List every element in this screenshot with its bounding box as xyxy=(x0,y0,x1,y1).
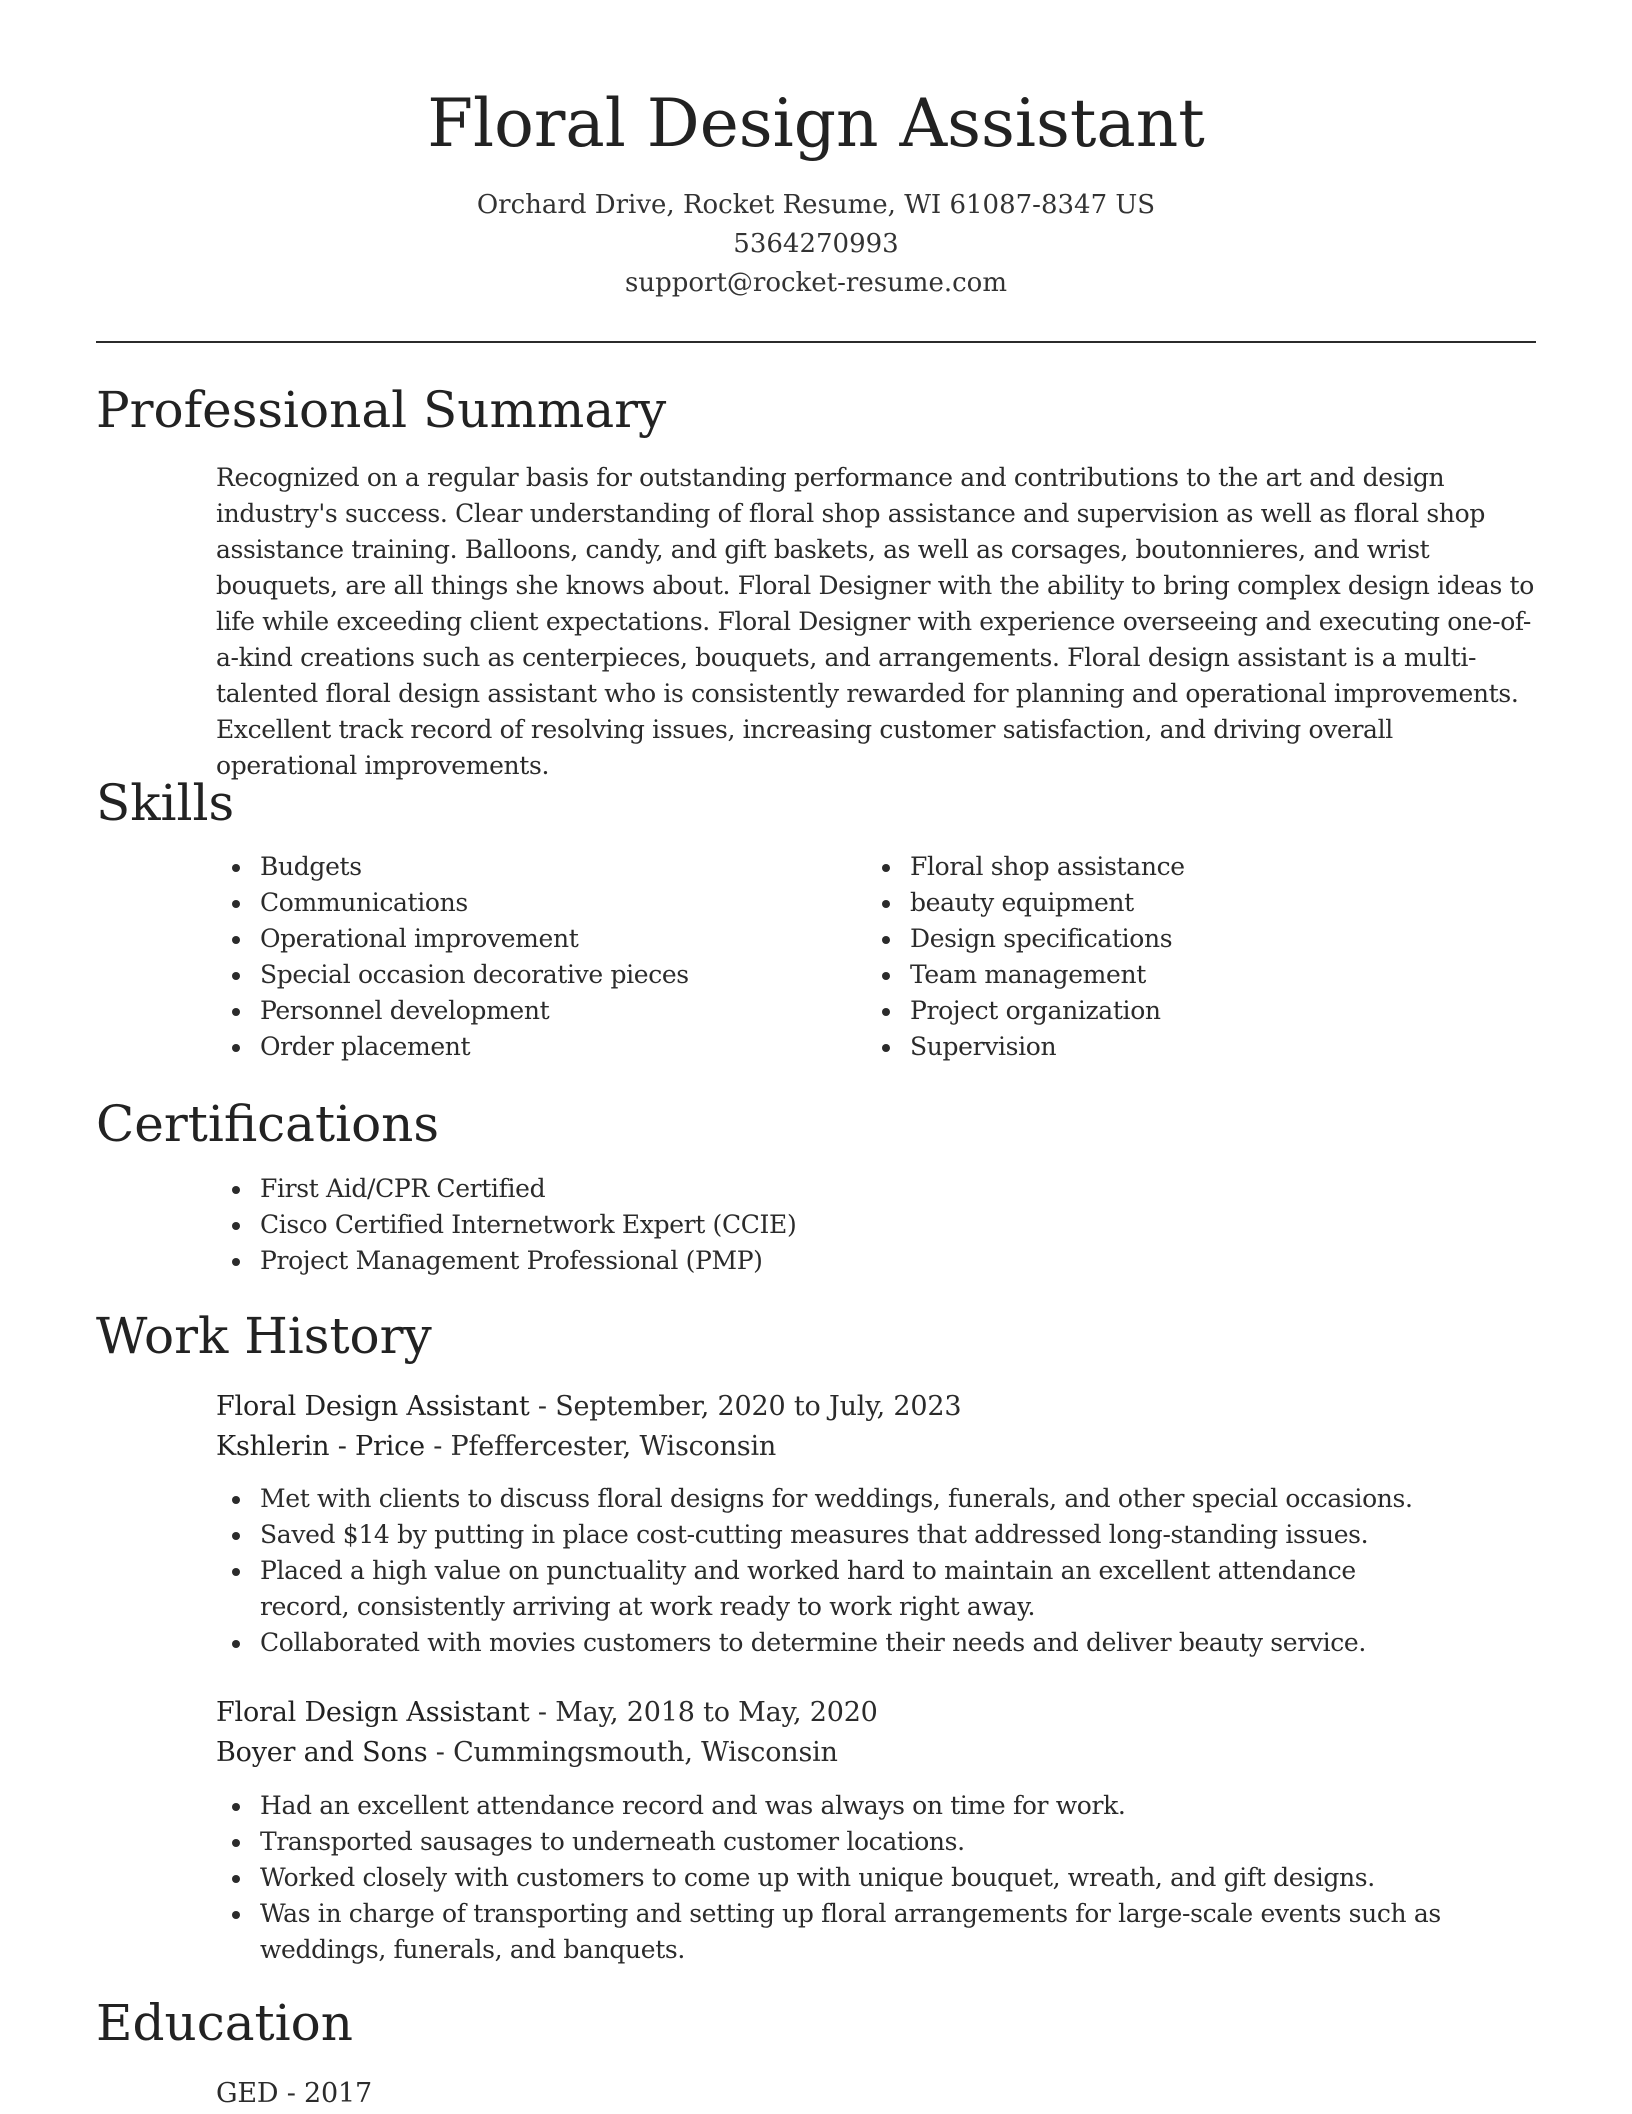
job-bullet: Collaborated with movies customers to determine their needs and deliver beauty service. xyxy=(216,1625,1538,1661)
job-bullet: Had an excellent attendance record and was always on time for work. xyxy=(216,1788,1538,1824)
job-title: Floral Design Assistant xyxy=(216,1697,530,1728)
skill-item: Special occasion decorative pieces xyxy=(216,957,816,993)
skill-item: Order placement xyxy=(216,1029,816,1065)
certification-item: Project Management Professional (PMP) xyxy=(216,1243,1516,1279)
job-bullet: Transported sausages to underneath customer locations. xyxy=(216,1824,1538,1860)
job-company: Kshlerin - Price xyxy=(216,1431,425,1462)
job-bullet: Saved $14 by putting in place cost-cutting measures that addressed long-standing issues. xyxy=(216,1517,1538,1553)
contact-email: support@rocket-resume.com xyxy=(624,268,1007,298)
job-dates: - May, 2018 to May, 2020 xyxy=(529,1697,878,1728)
job-bullet: Worked closely with customers to come up with unique bouquet, wreath, and gift designs. xyxy=(216,1860,1538,1896)
skill-item: Floral shop assistance xyxy=(866,849,1466,885)
education-entry xyxy=(216,2074,372,2114)
skill-item: Personnel development xyxy=(216,993,816,1029)
contact-info xyxy=(96,186,1536,303)
job-company: Boyer and Sons xyxy=(216,1737,428,1768)
job-2-bullets xyxy=(216,1788,1538,1968)
certifications-list xyxy=(216,1171,1516,1279)
skills-list-left xyxy=(216,849,816,1065)
skills-heading: Skills xyxy=(96,774,235,832)
job-2-employer xyxy=(216,1733,838,1773)
skills-list-right xyxy=(866,849,1466,1065)
certification-item: First Aid/CPR Certified xyxy=(216,1171,1516,1207)
job-bullet: Placed a high value on punctuality and worked hard to maintain an excellent attendance record, consistently arriving at work ready to work right away. xyxy=(216,1553,1538,1625)
job-location: - Cummingsmouth, Wisconsin xyxy=(427,1737,838,1768)
contact-address: Orchard Drive, Rocket Resume, WI 61087-8347 US xyxy=(476,190,1156,220)
summary-text: Recognized on a regular basis for outstanding performance and contributions to the art and design industry's success. Clear understanding of floral shop assistance and supervision as well as floral shop assistance training. Balloons, candy, and gift baskets, as well as corsages, boutonnieres, and wrist bouquets, are all things she knows about. Floral Designer with the ability to bring complex design ideas to life while exceeding client expectations. Floral Designer with experience overseeing and executing one-of-a-kind creations such as centerpieces, bouquets, and arrangements. Floral design assistant is a multi-talented floral design assistant who is consistently rewarded for planning and operational improvements. Excellent track record of resolving issues, increasing customer satisfaction, and driving overall operational improvements. xyxy=(216,463,1534,780)
job-title: Floral Design Assistant xyxy=(216,1391,530,1422)
job-location: - Pfeffercester, Wisconsin xyxy=(424,1431,777,1462)
job-bullet: Met with clients to discuss floral designs for weddings, funerals, and other special occasions. xyxy=(216,1481,1538,1517)
resume-header xyxy=(96,82,1536,303)
skill-item: Budgets xyxy=(216,849,816,885)
header-divider xyxy=(96,341,1536,343)
skill-item: Operational improvement xyxy=(216,921,816,957)
skill-item: Communications xyxy=(216,885,816,921)
certifications-heading: Certifications xyxy=(96,1095,440,1153)
education-year: - 2017 xyxy=(278,2078,372,2109)
skill-item: Supervision xyxy=(866,1029,1466,1065)
skill-item: Project organization xyxy=(866,993,1466,1029)
summary-heading: Professional Summary xyxy=(96,381,667,439)
job-2-header xyxy=(216,1693,878,1733)
certification-item: Cisco Certified Internetwork Expert (CCIE) xyxy=(216,1207,1516,1243)
skill-item: Design specifications xyxy=(866,921,1466,957)
education-degree: GED xyxy=(216,2078,279,2109)
job-1-header xyxy=(216,1387,961,1427)
education-heading: Education xyxy=(96,1994,353,2052)
work-history-heading: Work History xyxy=(96,1307,432,1365)
candidate-name: Floral Design Assistant xyxy=(427,85,1205,162)
skill-item: Team management xyxy=(866,957,1466,993)
contact-phone: 5364270993 xyxy=(733,229,899,259)
skill-item: beauty equipment xyxy=(866,885,1466,921)
job-bullet: Was in charge of transporting and setting up floral arrangements for large-scale events such as weddings, funerals, and banquets. xyxy=(216,1896,1538,1968)
job-dates: - September, 2020 to July, 2023 xyxy=(529,1391,962,1422)
job-1-employer xyxy=(216,1427,776,1467)
job-1-bullets xyxy=(216,1481,1538,1661)
